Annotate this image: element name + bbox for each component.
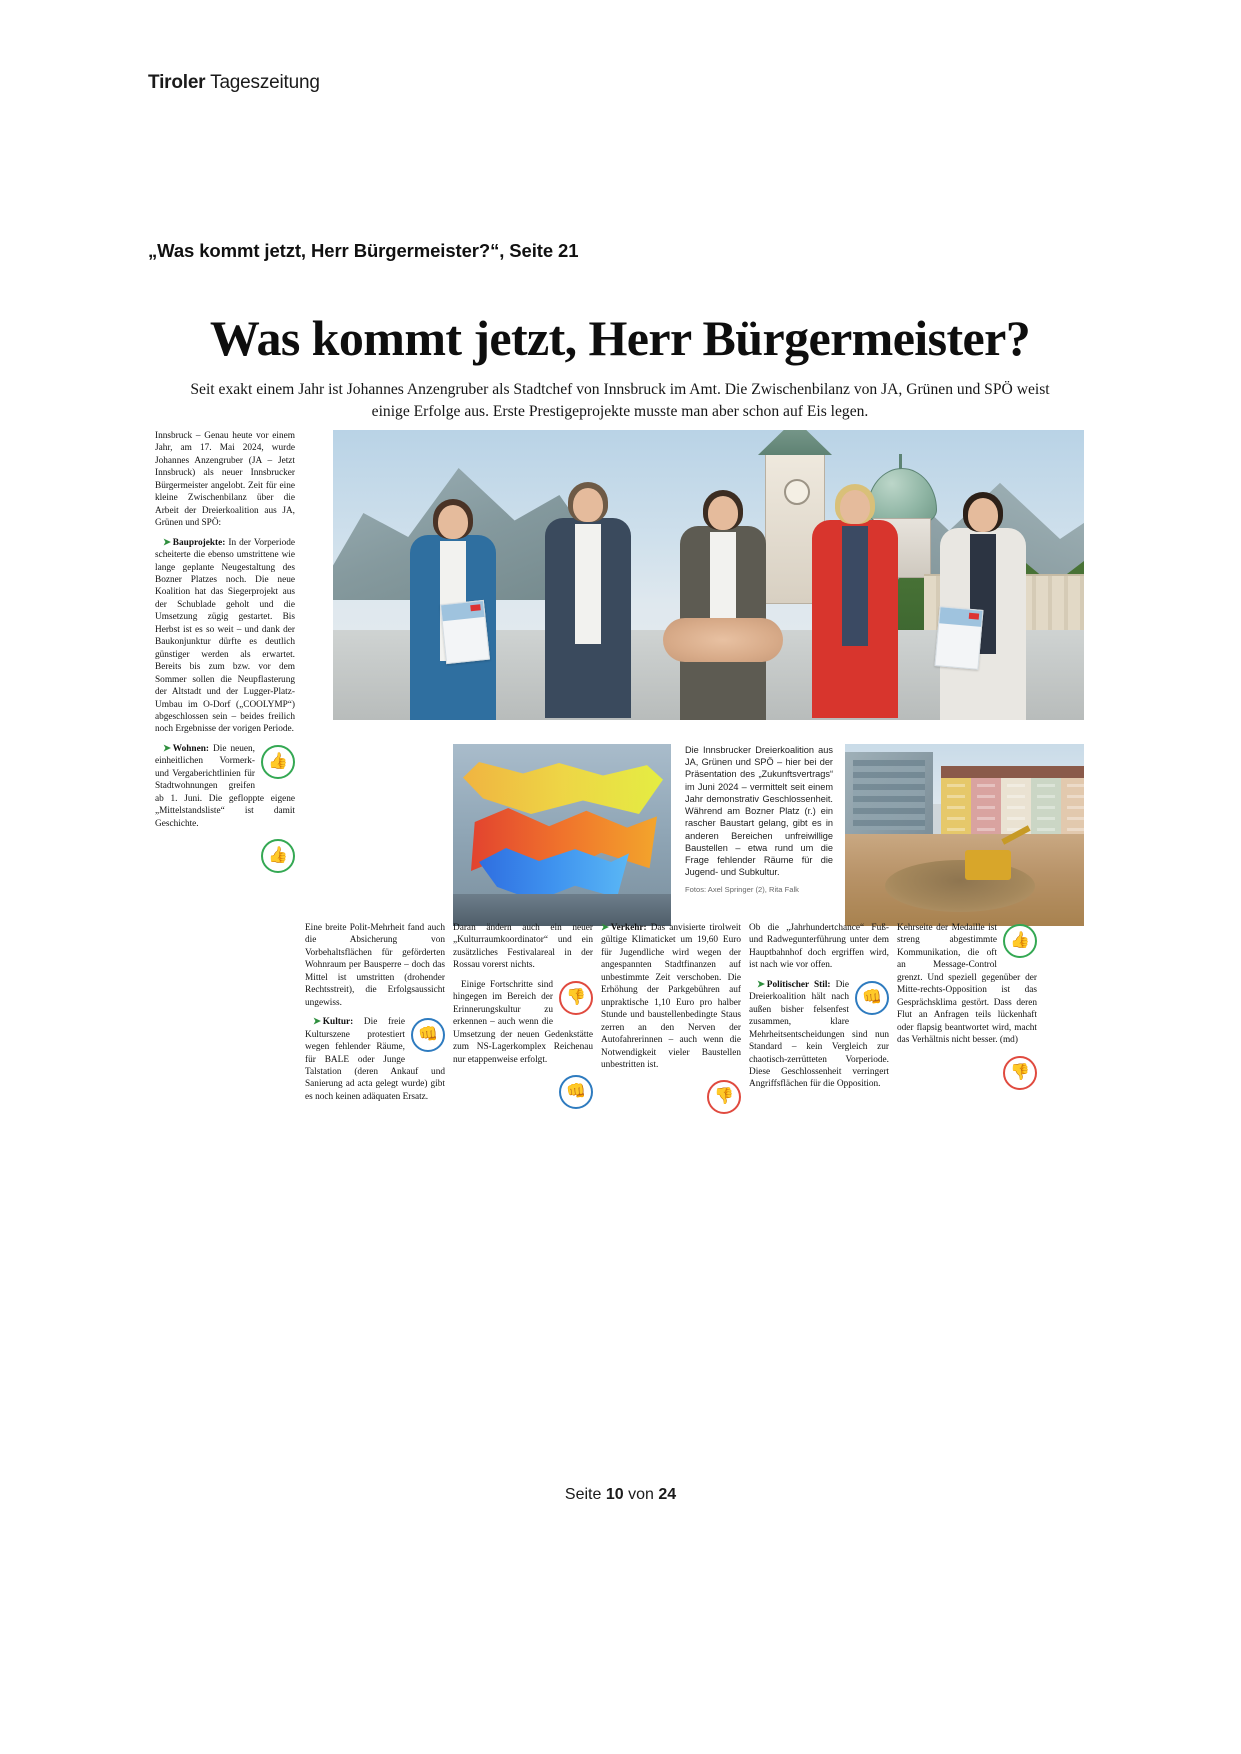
- bullet-arrow-icon: ➤: [163, 743, 171, 754]
- photo-person-3: [663, 496, 783, 720]
- photo-person-4-top: [842, 526, 868, 646]
- rating-badge-thumb-up-8: 👍: [1003, 924, 1037, 958]
- article-block-7: [749, 922, 889, 972]
- photo-caption-text: Die Innsbrucker Dreierkoalition aus JA, Grünen und SPÖ – hier bei der Präsentation des „Zukunftsvertrags“ im Juni 2024 – vermittelt seit einem Jahr demonstrativ Geschlossenheit. Während am Bozner Platz (r.) ein rascher Baustart gelang, gibt es in anderen Bereichen unfreiwillige Baustellen – etwa rund um die Frage fehlender Räume für die Jugend- und Subkultur.: [685, 745, 833, 878]
- photo-person-4: [795, 490, 915, 720]
- block-text-6: Das anvisierte tirolweit gültige Klimaticket um 19,60 Euro für Jugendliche wird wegen der angespannten Stadtfinanzen auf unbestimmte Zeit verschoben. Die Erhöhung der Parkgebühren auf unpraktische 1,10 Euro pro halber Stunde und baustellenbedingte Staus zerren an den Nerven der Autofahrerinnen – auch wenn die Notwendigkeit vieler Baustellen unbestritten ist.: [601, 923, 742, 1070]
- photo-coalition-group: [333, 430, 1084, 720]
- photo-site-roof: [1001, 766, 1031, 778]
- footer-middle: von: [628, 1486, 654, 1503]
- rating-badge-neutral-2: 👊: [411, 1018, 445, 1052]
- article-block-6: [601, 922, 741, 1071]
- block-text-0: In der Vorperiode scheiterte die ebenso umstrittene wie lange geplante Neugestaltung des Bozner Platzes noch. Die neue Koalition hat das Siegerprojekt aus der Schublade geholt und die Umsetzung zügig gestartet. Bis Herbst ist es so weit – und dank der Baukonjunktur dürfte es deutlich günstiger werden als erwartet. Bereits bis zum bzw. vor dem Sommer sollen die Neupflasterung der Altstadt und der Lugger-Platz-Umbau im O-Dorf („COOLYMP“) abgeschlossen sein – beides freilich noch Ergebnisse der vorigen Periode.: [155, 537, 296, 735]
- photo-person-4-head: [840, 490, 870, 524]
- photo-person-3-head: [708, 496, 738, 530]
- photo-site-windows: [853, 760, 925, 830]
- masthead-brand-bold: Tiroler: [148, 72, 206, 93]
- photo-brochure-left: [440, 600, 490, 664]
- block-label-0: Bauprojekte:: [172, 537, 226, 548]
- block-label-6: Verkehr:: [610, 923, 647, 933]
- photo-site-modern-building: [845, 752, 933, 838]
- bullet-arrow-icon: ➤: [757, 979, 765, 990]
- footer-page-number: 10: [605, 1486, 624, 1503]
- masthead-brand-light: Tageszeitung: [210, 72, 320, 93]
- rating-badge-thumb-up-0: 👍: [261, 745, 295, 779]
- photo-site-excavator: [965, 850, 1011, 880]
- block-text-8: Die Dreierkoalition hält nach außen bisher felsenfest zusammen, klare Mehrheitsentscheidungen sind nun Standard – kein Vergleich zur chaotisch-zerrütteten Vorperiode. Diese Geschlossenheit verringert Angriffsflächen für die Opposition.: [749, 979, 889, 1090]
- block-text-7: Ob die „Jahrhundertchance“ Fuß- und Radwegunterführung unter dem Hauptbahnhof doch ergriffen wird, ist nach wie vor offen.: [749, 923, 889, 971]
- photo-caption: [685, 744, 833, 926]
- block-text-1: Die neuen, einheitlichen Vormerk- und Vergaberichtlinien für Stadtwohnungen greifen ab 1. Juni. Die gefloppte eigene „Mittelstandsliste“ ist damit Geschichte.: [155, 743, 295, 829]
- photo-site-house-2: [971, 766, 1001, 840]
- photo-brochure-mark: [470, 604, 481, 611]
- photo-site-wall: [971, 778, 1001, 840]
- photo-person-2-shirt: [575, 524, 601, 644]
- rating-badge-thumb-down-6: 👎: [707, 1080, 741, 1114]
- block-text-4: Daran ändern auch ein neuer „Kulturraumkoordinator“ und ein zusätzliches Festivalareal in der Rossau vorerst nichts.: [453, 923, 593, 971]
- article-column-5: [749, 922, 889, 1098]
- photo-site-house-5: [1061, 766, 1084, 840]
- article-standfirst: Seit exakt einem Jahr ist Johannes Anzengruber als Stadtchef von Innsbruck im Amt. Die Zwischenbilanz von JA, Grünen und SPÖ weist einige Erfolge aus. Erste Prestigeprojekte musste man aber schon auf Eis legen.: [190, 381, 1050, 421]
- article-block-2: [305, 922, 445, 1009]
- article-column-2: [305, 922, 445, 1110]
- photo-site-roof: [1061, 766, 1084, 778]
- block-label-3: Kultur:: [322, 1017, 354, 1028]
- photo-site-roof: [971, 766, 1001, 778]
- photo-site-pit: [885, 860, 1035, 912]
- block-text-9: Kehrseite der Medaille ist streng abgestimmte Kommunikation, die oft an Message-Control grenzt. Und speziell gegenüber der Mitte-rechts-Opposition ist das Gesprächsklima gestört. Dass deren Flut an Anfragen teils lückenhaft oder flapsig beantwortet wird, macht das Verhältnis nicht besser. (md): [897, 923, 1037, 1046]
- photo-joined-hands: [663, 618, 783, 662]
- photo-caption-credit: Fotos: Axel Springer (2), Rita Falk: [685, 884, 799, 894]
- rating-badge-thumb-down-4: 👎: [559, 981, 593, 1015]
- article-headline: Was kommt jetzt, Herr Bürgermeister?: [209, 310, 1031, 366]
- bullet-arrow-icon: ➤: [163, 537, 171, 548]
- photo-graffiti-kulturraum: [453, 744, 671, 926]
- block-text-5: Einige Fortschritte sind hingegen im Bereich der Erinnerungskultur zu erkennen – auch wenn die Umsetzung der neuen Gedenkstätte zum NS-Lagerkomplex Reichenau nur etappenweise erfolgt.: [453, 979, 593, 1065]
- article-column-4: [601, 922, 741, 1116]
- photo-site-roof: [1031, 766, 1061, 778]
- rating-badge-thumb-down-9: 👎: [1003, 1056, 1037, 1090]
- photo-brochure-mark: [969, 613, 979, 620]
- block-text-3: Die freie Kulturszene protestiert wegen fehlender Räume, für BALE oder Junge Talstation (deren Ankauf und Sanierung ad acta gelegt wurde) gibt es noch keinen adäquaten Ersatz.: [305, 1017, 445, 1102]
- photo-construction-bozner-platz: [845, 744, 1084, 926]
- article-block-0: [155, 537, 295, 736]
- photo-person-2-head: [573, 488, 603, 522]
- block-label-8: Politischer Stil:: [766, 979, 831, 990]
- photo-site-wall: [941, 778, 971, 840]
- photo-site-wall: [1031, 778, 1061, 840]
- photo-brochure-right: [934, 606, 983, 670]
- bullet-arrow-icon: ➤: [313, 1017, 321, 1028]
- article-column-3: [453, 922, 593, 1111]
- photo-site-roof: [941, 766, 971, 778]
- footer-total-pages: 24: [658, 1486, 677, 1503]
- block-text-2: Eine breite Polit-Mehrheit fand auch die Absicherung von Vorbehaltsflächen für geförderten Wohnraum per Bausperre – doch das Mittel ist umstritten (drohender Rechtsstreit), die Erfolgsaussicht ungewiss.: [305, 923, 445, 1008]
- masthead: [148, 72, 320, 94]
- footer-prefix: Seite: [564, 1486, 602, 1503]
- article-column-lead: [155, 430, 295, 875]
- rating-badge-neutral-7: 👊: [855, 981, 889, 1015]
- page-footer: [0, 1486, 1241, 1504]
- photo-site-wall: [1061, 778, 1084, 840]
- bullet-arrow-icon: ➤: [601, 923, 609, 933]
- photo-site-house-4: [1031, 766, 1061, 840]
- rating-badge-thumb-up-1: 👍: [261, 839, 295, 873]
- photo-person-5-head: [968, 498, 998, 532]
- photo-person-1-head: [438, 505, 468, 539]
- article-column-6: [897, 922, 1037, 1092]
- article-block-4: [453, 922, 593, 972]
- newspaper-clipping: [155, 312, 1085, 1112]
- block-label-1: Wohnen:: [172, 743, 209, 754]
- photo-site-house-1: [941, 766, 971, 840]
- rating-badge-neutral-5: 👊: [559, 1075, 593, 1109]
- article-lead-paragraph: Innsbruck – Genau heute vor einem Jahr, am 17. Mai 2024, wurde Johannes Anzengruber (JA – Jetzt Innsbruck) als neuer Innsbrucker Bürgermeister angelobt. Zeit für eine kleine Zwischenbilanz über die Arbeit der Dreierkoalition aus JA, Grünen und SPÖ:: [155, 431, 295, 529]
- document-subject-line: „Was kommt jetzt, Herr Bürgermeister?“, Seite 21: [148, 240, 579, 261]
- photo-person-2: [528, 488, 648, 720]
